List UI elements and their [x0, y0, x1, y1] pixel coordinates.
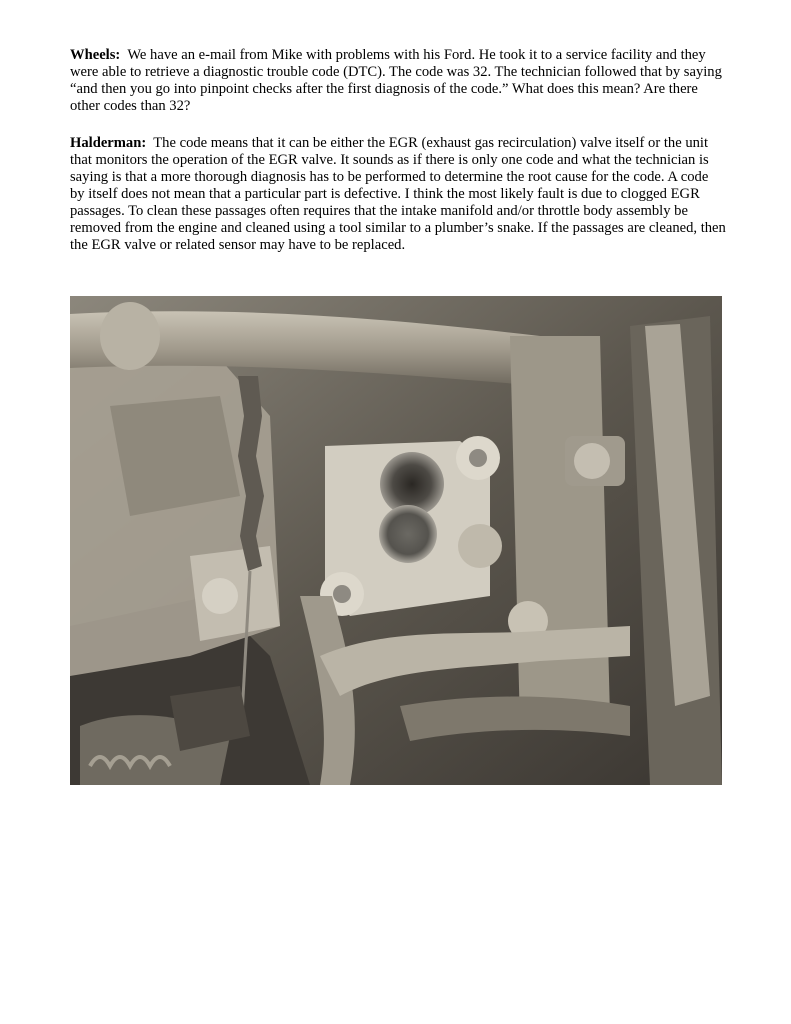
speaker-label: Wheels: [70, 47, 121, 63]
engine-photo-illustration [70, 296, 722, 785]
wheels-paragraph [70, 47, 726, 115]
paragraph-text: The code means that it can be either the EGR (exhaust gas recirculation) valve itself or the unit that monitors the operation of the EGR valve. It sounds as if there is only one code and what the technician is saying is that a more thorough diagnosis has to be performed to determine the root cause for the code. A code by itself does not mean that a particular part is defective. I think the most likely fault is due to clogged EGR passages. To clean these passages often requires that the intake manifold and/or throttle body assembly be removed from the engine and cleaned using a tool similar to a plumber’s snake. If the passages are cleaned, then the EGR valve or related sensor may have to be replaced. [70, 135, 726, 253]
paragraph-text: We have an e-mail from Mike with problems with his Ford. He took it to a service facility and they were able to retrieve a diagnostic trouble code (DTC). The code was 32. The technician followed that by saying “and then you go into pinpoint checks after the first diagnosis of the code.” What does this mean? Are there other codes than 32? [70, 47, 722, 114]
halderman-paragraph [70, 135, 726, 254]
speaker-label: Halderman: [70, 135, 147, 151]
engine-egr-photo [70, 296, 722, 785]
